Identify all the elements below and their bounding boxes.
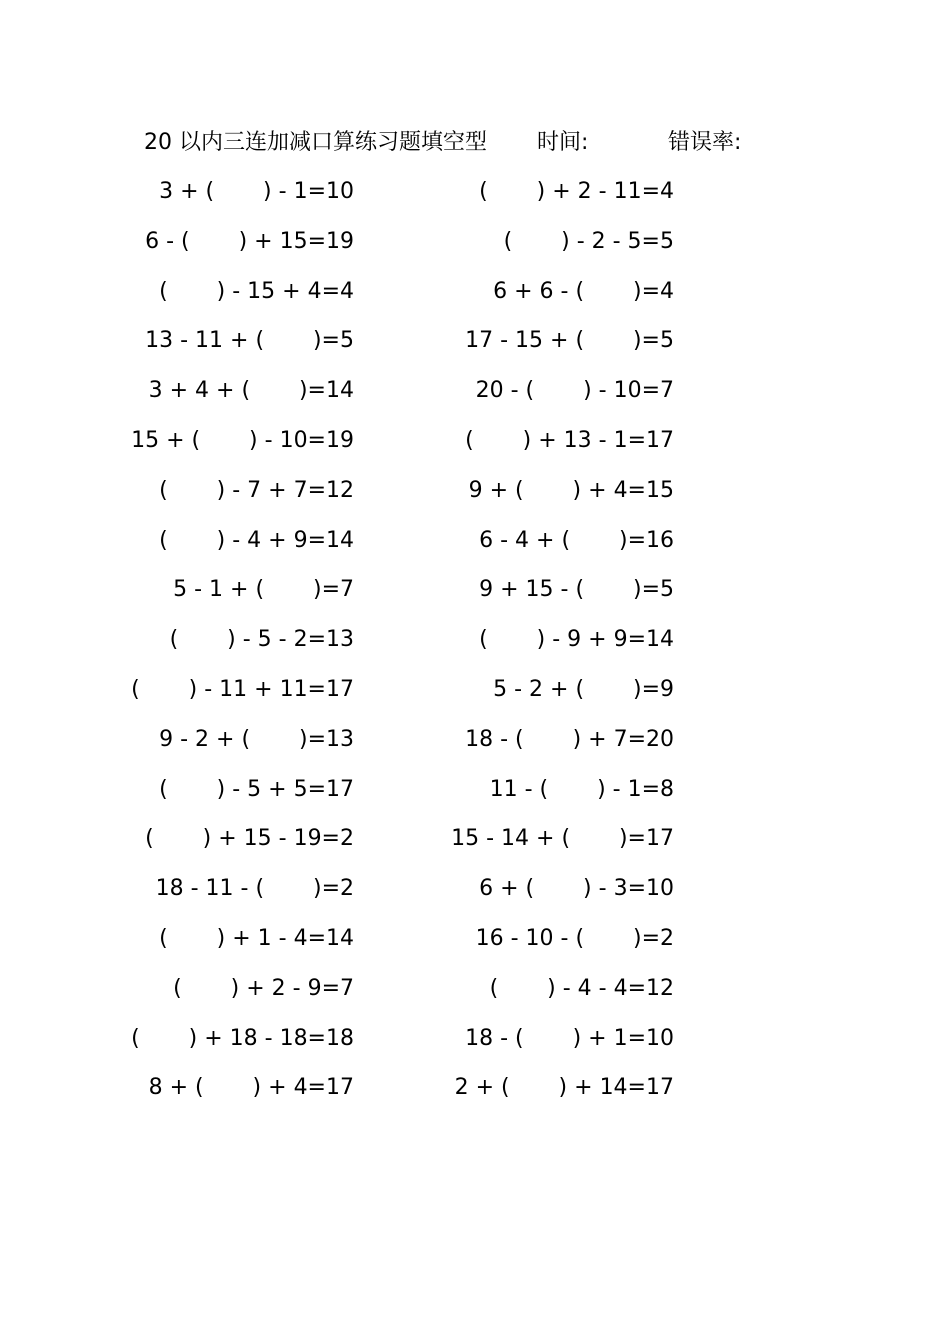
problem-left: 3 + 4 + ( )=14: [148, 378, 354, 404]
problem-left: ( ) - 15 + 4=4: [159, 278, 354, 304]
problem-row: [0, 424, 950, 474]
problem-left: 18 - 11 - ( )=2: [155, 876, 354, 902]
problem-row: [0, 175, 950, 225]
problem-row: [0, 872, 950, 922]
problem-left: ( ) - 7 + 7=12: [159, 477, 354, 503]
problem-row: [0, 623, 950, 673]
problem-left: ( ) + 1 - 4=14: [159, 925, 354, 951]
problem-right: 2 + ( ) + 14=17: [454, 1075, 674, 1101]
problem-right: 15 - 14 + ( )=17: [451, 826, 674, 852]
problem-row: [0, 374, 950, 424]
problem-left: 9 - 2 + ( )=13: [159, 726, 354, 752]
problem-row: [0, 573, 950, 623]
problem-list: [0, 175, 950, 1121]
problem-row: [0, 922, 950, 972]
problem-right: ( ) - 4 - 4=12: [489, 975, 674, 1001]
problem-row: [0, 275, 950, 325]
problem-left: ( ) - 11 + 11=17: [131, 676, 354, 702]
problem-left: ( ) - 5 + 5=17: [159, 776, 354, 802]
problem-left: 13 - 11 + ( )=5: [145, 328, 354, 354]
problem-left: ( ) - 4 + 9=14: [159, 527, 354, 553]
problem-row: [0, 524, 950, 574]
problem-right: ( ) - 9 + 9=14: [479, 627, 674, 653]
problem-left: 3 + ( ) - 1=10: [159, 179, 354, 204]
problem-left: ( ) + 18 - 18=18: [131, 1025, 354, 1051]
worksheet-header: [144, 127, 784, 159]
problem-right: 6 + 6 - ( )=4: [493, 278, 674, 304]
problem-right: 6 - 4 + ( )=16: [479, 527, 674, 553]
problem-left: 8 + ( ) + 4=17: [148, 1075, 354, 1101]
problem-right: 18 - ( ) + 1=10: [465, 1025, 674, 1051]
problem-right: 6 + ( ) - 3=10: [479, 876, 674, 902]
problem-row: [0, 1071, 950, 1121]
problem-left: 15 + ( ) - 10=19: [131, 427, 354, 453]
problem-left: ( ) + 15 - 19=2: [145, 826, 354, 852]
problem-right: 5 - 2 + ( )=9: [493, 676, 674, 702]
problem-right: ( ) - 2 - 5=5: [503, 228, 674, 254]
problem-row: [0, 723, 950, 773]
problem-right: 17 - 15 + ( )=5: [465, 328, 674, 354]
time-label: 时间:: [537, 130, 589, 155]
problem-row: [0, 474, 950, 524]
problem-row: [0, 324, 950, 374]
problem-right: 18 - ( ) + 7=20: [465, 726, 674, 752]
problem-right: 16 - 10 - ( )=2: [475, 925, 674, 951]
problem-right: ( ) + 13 - 1=17: [465, 427, 674, 453]
problem-row: [0, 822, 950, 872]
problem-left: ( ) - 5 - 2=13: [169, 627, 354, 653]
problem-right: ( ) + 2 - 11=4: [479, 179, 674, 204]
problem-row: [0, 225, 950, 275]
problem-row: [0, 1022, 950, 1072]
problem-left: 6 - ( ) + 15=19: [145, 228, 354, 254]
error-rate-label: 错误率:: [668, 130, 742, 155]
problem-right: 11 - ( ) - 1=8: [489, 776, 674, 802]
problem-right: 9 + ( ) + 4=15: [468, 477, 674, 503]
problem-row: [0, 673, 950, 723]
worksheet-title: 20 以内三连加减口算练习题填空型: [144, 130, 487, 155]
problem-row: [0, 773, 950, 823]
problem-left: ( ) + 2 - 9=7: [173, 975, 354, 1001]
problem-right: 9 + 15 - ( )=5: [479, 577, 674, 603]
problem-row: [0, 972, 950, 1022]
problem-left: 5 - 1 + ( )=7: [173, 577, 354, 603]
problem-right: 20 - ( ) - 10=7: [475, 378, 674, 404]
